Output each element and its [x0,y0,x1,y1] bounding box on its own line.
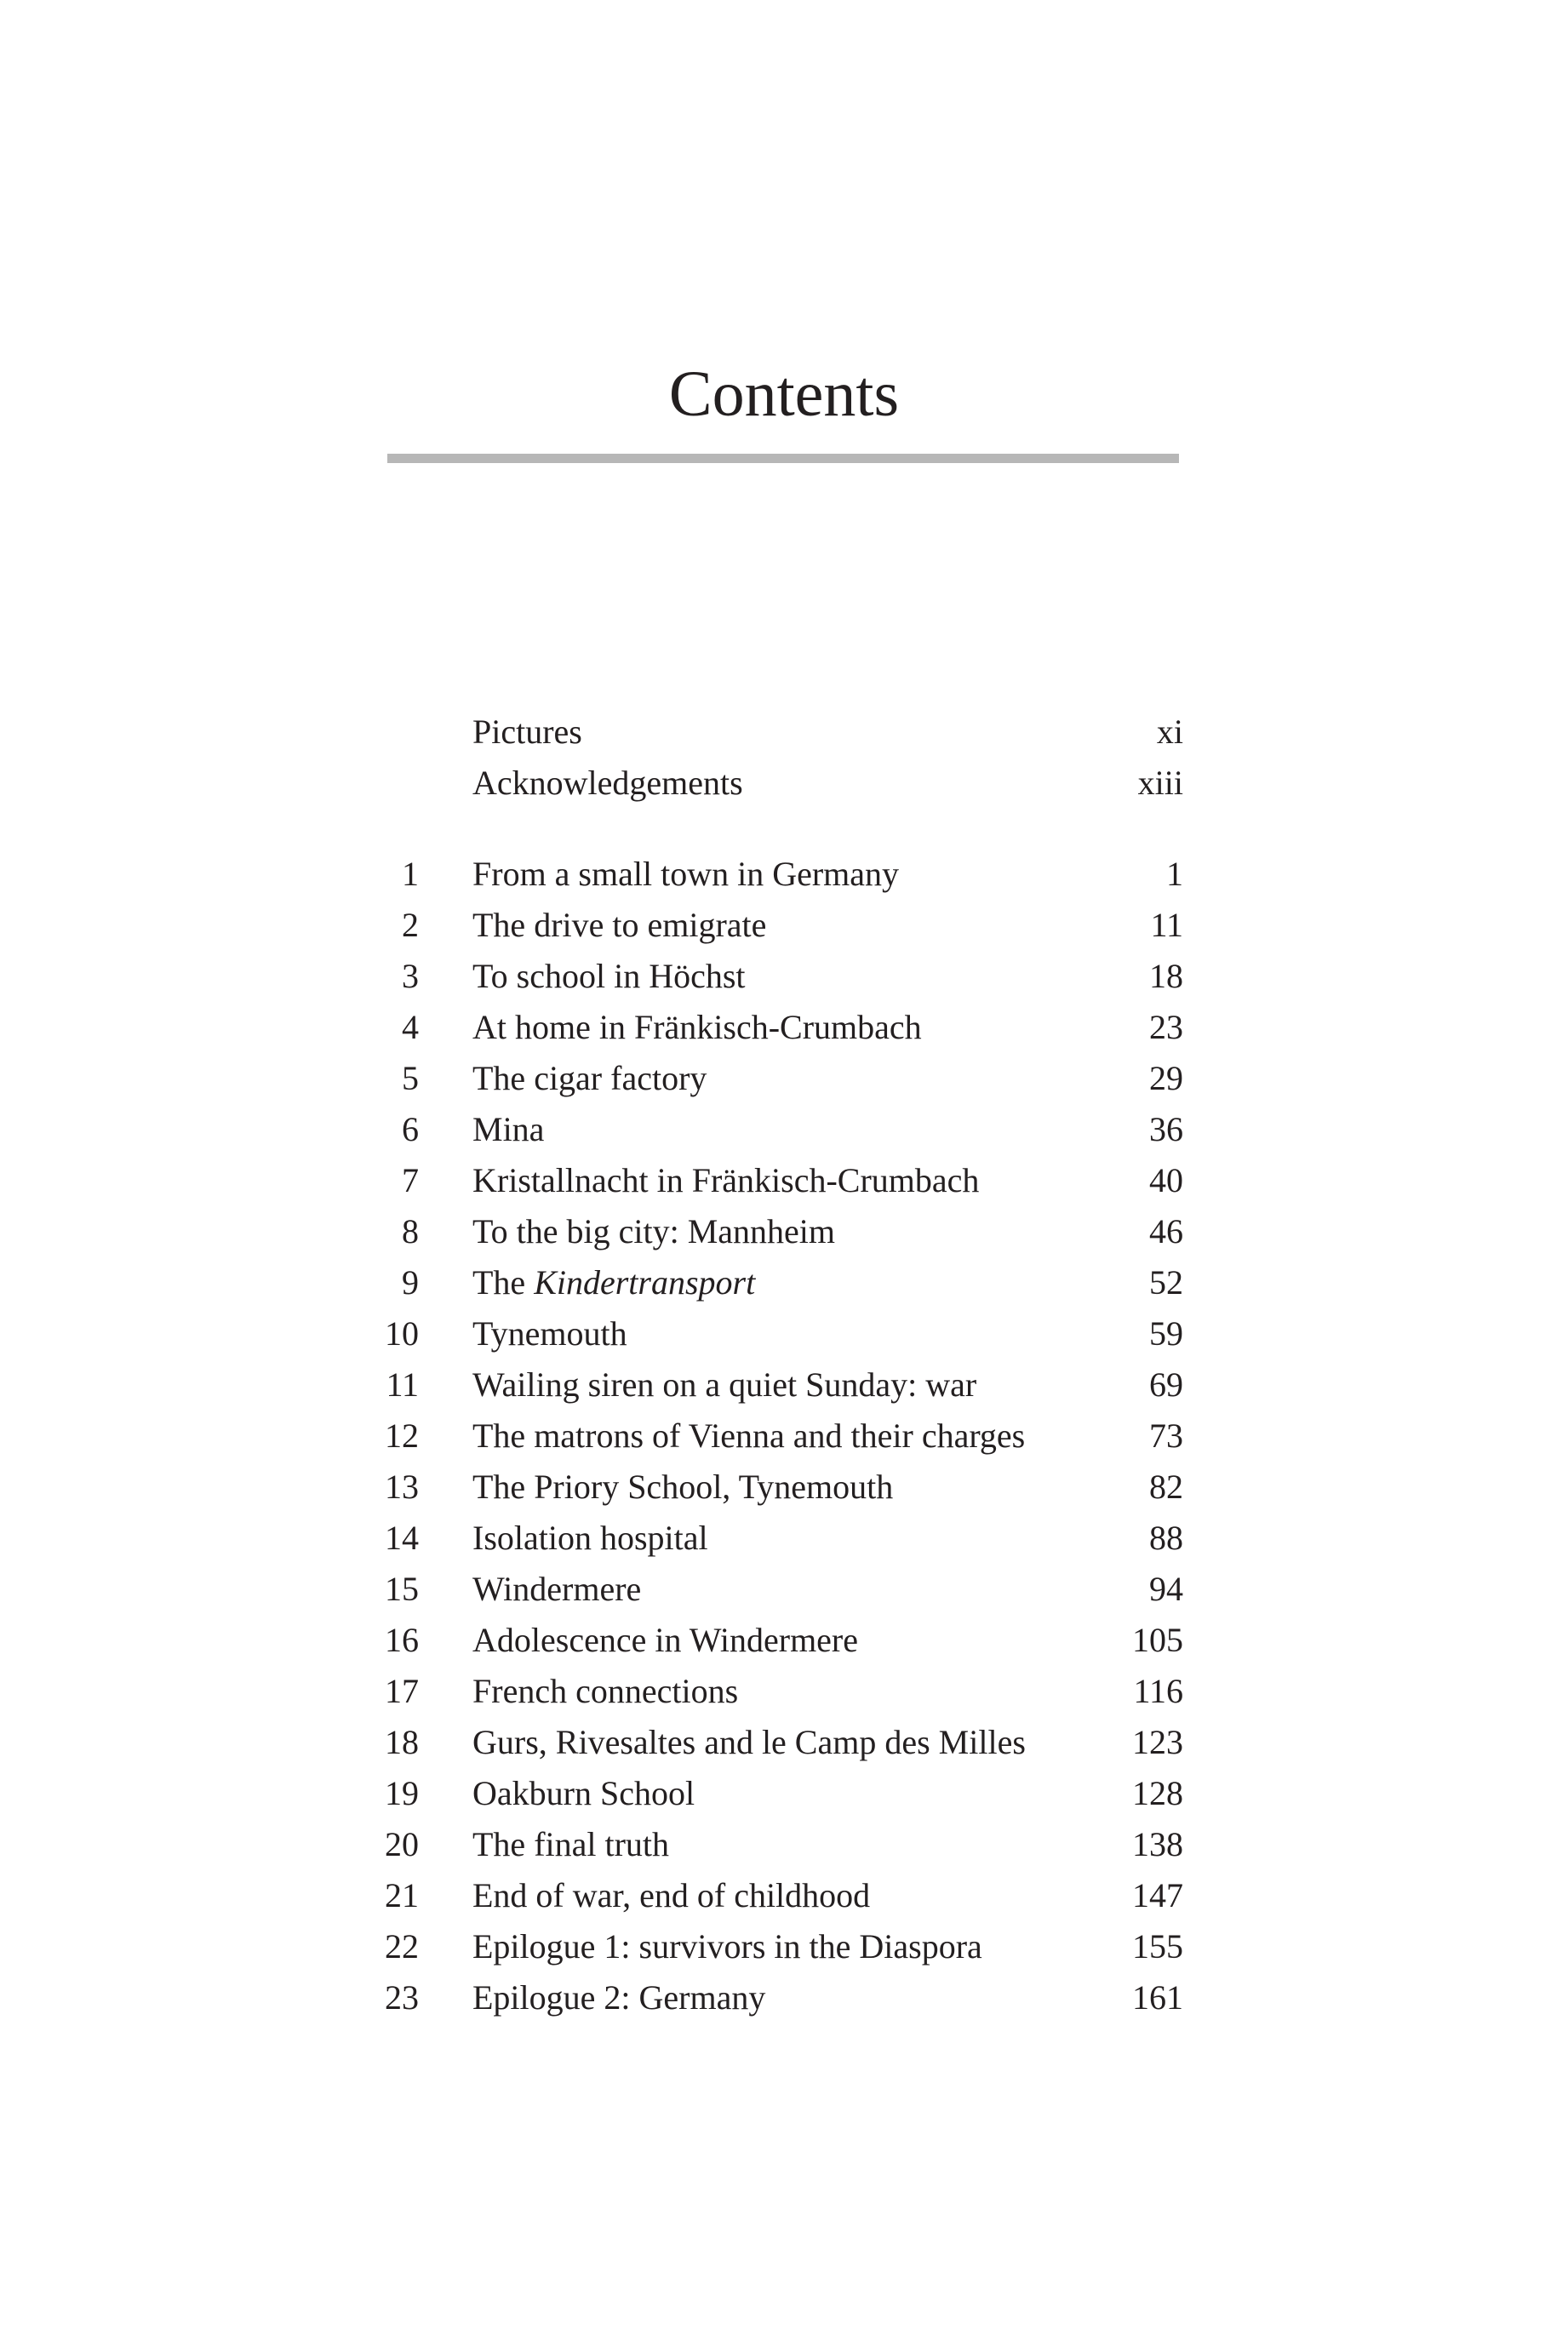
toc-entry-chapter[interactable] [375,1768,1183,1819]
toc-entry-front-matter[interactable] [375,707,1183,758]
toc-chapter-number: 14 [385,1519,419,1557]
toc-entry-page: 82 [1149,1468,1183,1506]
toc-entry-chapter[interactable] [375,1513,1183,1564]
toc-chapter-number: 6 [402,1110,419,1148]
toc-entry-page: 69 [1149,1365,1183,1404]
toc-entry-chapter[interactable] [375,1819,1183,1870]
toc-entry-chapter[interactable] [375,1921,1183,1972]
toc-entry-page: 138 [1132,1825,1183,1863]
toc-entry-chapter[interactable] [375,1308,1183,1359]
toc-entry-label: French connections [472,1672,739,1710]
toc-entry-chapter[interactable] [375,1972,1183,2023]
toc-chapter-number: 15 [385,1570,419,1608]
toc-entry-label: The final truth [472,1825,670,1863]
toc-entry-label: Wailing siren on a quiet Sunday: war [472,1365,977,1404]
toc-entry-label: Tynemouth [472,1314,627,1353]
toc-entry-chapter[interactable] [375,849,1183,900]
toc-entry-page: xiii [1137,764,1183,802]
toc-entry-label: Gurs, Rivesaltes and le Camp des Milles [472,1723,1026,1761]
toc-entry-page: 116 [1133,1672,1183,1710]
toc-entry-page: 29 [1149,1059,1183,1097]
toc-chapter-number: 11 [386,1365,419,1404]
toc-entry-page: 155 [1132,1927,1183,1966]
toc-entry-chapter[interactable] [375,1104,1183,1155]
toc-entry-label: Kristallnacht in Fränkisch-Crumbach [472,1161,980,1199]
toc-chapter-number: 19 [385,1774,419,1812]
toc-entry-chapter[interactable] [375,1002,1183,1053]
toc-chapter-number: 12 [385,1416,419,1455]
toc-entry-page: 105 [1132,1621,1183,1659]
toc-entry-chapter[interactable] [375,1411,1183,1462]
toc-entry-label: From a small town in Germany [472,855,900,893]
toc-entry-chapter[interactable] [375,1359,1183,1411]
toc-entry-page: 73 [1149,1416,1183,1455]
toc-chapter-number: 13 [385,1468,419,1506]
toc-entry-label: End of war, end of childhood [472,1876,871,1914]
toc-entry-label-italic: Kindertransport [534,1263,756,1302]
toc-entry-page: 23 [1149,1008,1183,1046]
toc-chapter-number: 9 [402,1263,419,1302]
toc-chapter-number: 21 [385,1876,419,1914]
toc-chapter-number: 3 [402,957,419,995]
toc-entry-front-matter[interactable] [375,758,1183,809]
toc-entry-page: 1 [1166,855,1183,893]
toc-entry-chapter[interactable] [375,1462,1183,1513]
toc-chapter-number: 10 [385,1314,419,1353]
toc-chapter-number: 2 [402,906,419,944]
toc-chapter-number: 7 [402,1161,419,1199]
toc-entry-label: Isolation hospital [472,1519,708,1557]
toc-chapter-number: 1 [402,855,419,893]
toc-entry-chapter[interactable] [375,1717,1183,1768]
toc-entry-page: 147 [1132,1876,1183,1914]
toc-entry-page: 123 [1132,1723,1183,1761]
toc-chapter-number: 17 [385,1672,419,1710]
toc-entry-label: Epilogue 2: Germany [472,1978,766,2017]
toc-entry-label: To school in Höchst [472,957,746,995]
toc-entry-chapter[interactable] [375,1155,1183,1206]
toc-entry-chapter[interactable] [375,1053,1183,1104]
toc-entry-page: 128 [1132,1774,1183,1812]
toc-entry-chapter[interactable] [375,1615,1183,1666]
toc-entry-chapter[interactable] [375,1564,1183,1615]
toc-entry-page: 161 [1132,1978,1183,2017]
toc-entry-page: 40 [1149,1161,1183,1199]
toc-entry-chapter[interactable] [375,1206,1183,1257]
toc-entry-label: Adolescence in Windermere [472,1621,859,1659]
toc-entry-page: 18 [1149,957,1183,995]
toc-chapter-number: 18 [385,1723,419,1761]
toc-entry-label [472,1257,755,1308]
toc-entry-chapter[interactable] [375,951,1183,1002]
toc-entry-label: At home in Fränkisch-Crumbach [472,1008,922,1046]
toc-chapter-number: 5 [402,1059,419,1097]
toc-entry-label: Windermere [472,1570,642,1608]
toc-entry-label: The drive to emigrate [472,906,767,944]
toc-entry-label: The matrons of Vienna and their charges [472,1416,1026,1455]
toc-entry-label: Epilogue 1: survivors in the Diaspora [472,1927,982,1966]
toc-entry-label: Oakburn School [472,1774,695,1812]
toc-chapter-number: 23 [385,1978,419,2017]
toc-entry-page: 88 [1149,1519,1183,1557]
toc-entry-chapter[interactable] [375,1666,1183,1717]
toc-entry-page: xi [1156,712,1183,751]
page-title: Contents [668,358,900,430]
toc-entry-page: 59 [1149,1314,1183,1353]
toc-entry-chapter[interactable] [375,900,1183,951]
toc-entry-label: Acknowledgements [472,764,743,802]
toc-entry-label: The cigar factory [472,1059,707,1097]
toc-entry-page: 52 [1149,1263,1183,1302]
toc-entry-label: The Priory School, Tynemouth [472,1468,894,1506]
toc-entry-page: 94 [1149,1570,1183,1608]
toc-chapter-number: 22 [385,1927,419,1966]
toc-entry-page: 36 [1149,1110,1183,1148]
toc-entry-label: To the big city: Mannheim [472,1212,836,1250]
toc-entry-page: 11 [1150,906,1183,944]
toc-entry-chapter[interactable] [375,1870,1183,1921]
toc-chapter-number: 20 [385,1825,419,1863]
toc-entry-label-prefix: The [472,1263,535,1302]
toc-chapter-number: 8 [402,1212,419,1250]
toc-entry-label: Pictures [472,712,582,751]
toc-chapter-number: 4 [402,1008,419,1046]
toc-entry-page: 46 [1149,1212,1183,1250]
toc-chapter-number: 16 [385,1621,419,1659]
toc-entry-label: Mina [472,1110,545,1148]
toc-entry-chapter[interactable] [375,1257,1183,1308]
